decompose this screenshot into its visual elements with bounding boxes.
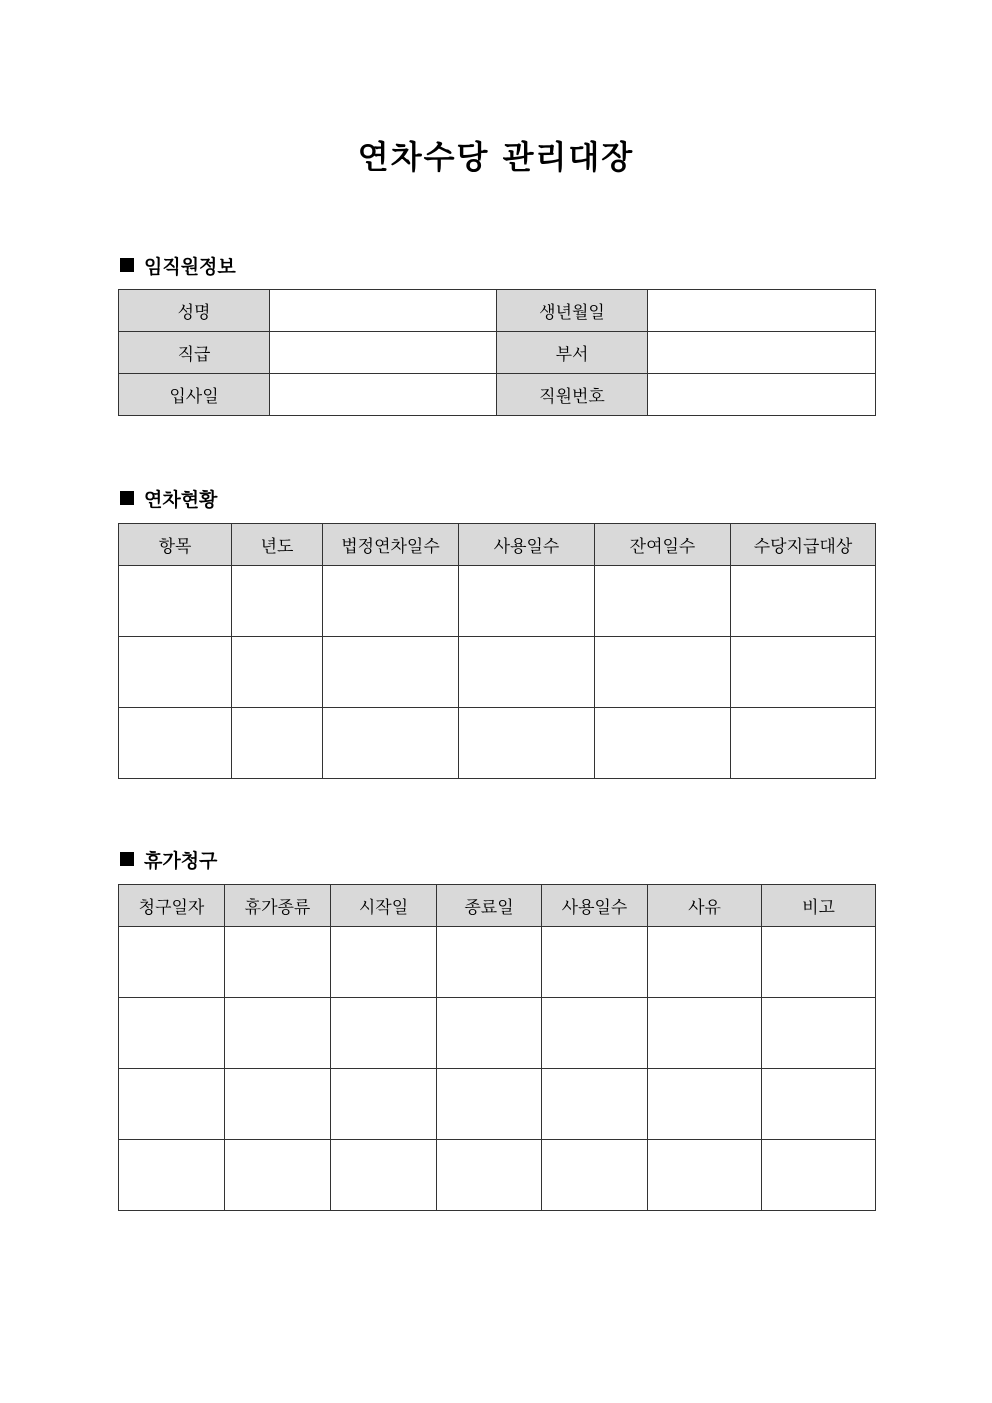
table-row bbox=[119, 708, 876, 779]
column-header: 법정연차일수 bbox=[323, 524, 459, 566]
table-cell[interactable] bbox=[459, 708, 595, 779]
column-header: 수당지급대상 bbox=[731, 524, 876, 566]
table-cell[interactable] bbox=[762, 1140, 876, 1211]
table-row bbox=[119, 1140, 876, 1211]
table-row bbox=[119, 927, 876, 998]
table-cell[interactable] bbox=[323, 566, 459, 637]
employee-number-field[interactable] bbox=[648, 374, 876, 416]
column-header: 사유 bbox=[648, 885, 762, 927]
table-cell[interactable] bbox=[225, 1069, 331, 1140]
column-header: 사용일수 bbox=[542, 885, 648, 927]
employee-number-label: 직원번호 bbox=[497, 374, 648, 416]
table-cell[interactable] bbox=[459, 566, 595, 637]
square-bullet-icon bbox=[120, 258, 134, 272]
square-bullet-icon bbox=[120, 491, 134, 505]
hire-date-label: 입사일 bbox=[119, 374, 270, 416]
table-cell[interactable] bbox=[119, 998, 225, 1069]
table-cell[interactable] bbox=[595, 708, 731, 779]
table-cell[interactable] bbox=[225, 1140, 331, 1211]
table-cell[interactable] bbox=[331, 1069, 437, 1140]
table-row bbox=[119, 566, 876, 637]
table-row bbox=[119, 1069, 876, 1140]
table-cell[interactable] bbox=[731, 637, 876, 708]
hire-date-field[interactable] bbox=[270, 374, 497, 416]
table-header-row bbox=[119, 885, 876, 927]
table-cell[interactable] bbox=[437, 998, 542, 1069]
table-cell[interactable] bbox=[648, 927, 762, 998]
table-cell[interactable] bbox=[437, 1140, 542, 1211]
table-cell[interactable] bbox=[232, 708, 323, 779]
table-cell[interactable] bbox=[542, 998, 648, 1069]
square-bullet-icon bbox=[120, 852, 134, 866]
column-header: 휴가종류 bbox=[225, 885, 331, 927]
table-cell[interactable] bbox=[331, 1140, 437, 1211]
table-cell[interactable] bbox=[232, 637, 323, 708]
table-cell[interactable] bbox=[119, 927, 225, 998]
table-cell[interactable] bbox=[437, 927, 542, 998]
leave-request-table bbox=[118, 884, 876, 1211]
name-label: 성명 bbox=[119, 290, 270, 332]
section-heading-employee-info bbox=[120, 252, 236, 278]
table-cell[interactable] bbox=[648, 1069, 762, 1140]
column-header: 잔여일수 bbox=[595, 524, 731, 566]
column-header: 항목 bbox=[119, 524, 232, 566]
table-cell[interactable] bbox=[731, 566, 876, 637]
column-header: 종료일 bbox=[437, 885, 542, 927]
table-cell[interactable] bbox=[119, 708, 232, 779]
table-cell[interactable] bbox=[542, 1140, 648, 1211]
column-header: 사용일수 bbox=[459, 524, 595, 566]
table-cell[interactable] bbox=[648, 1140, 762, 1211]
department-label: 부서 bbox=[497, 332, 648, 374]
table-cell[interactable] bbox=[119, 1069, 225, 1140]
table-cell[interactable] bbox=[762, 1069, 876, 1140]
department-field[interactable] bbox=[648, 332, 876, 374]
table-header-row bbox=[119, 524, 876, 566]
table-cell[interactable] bbox=[119, 637, 232, 708]
table-row bbox=[119, 374, 876, 416]
page-title: 연차수당 관리대장 bbox=[357, 138, 635, 176]
table-cell[interactable] bbox=[542, 1069, 648, 1140]
table-cell[interactable] bbox=[119, 1140, 225, 1211]
annual-leave-table bbox=[118, 523, 876, 779]
position-label: 직급 bbox=[119, 332, 270, 374]
employee-info-table bbox=[118, 289, 876, 416]
table-cell[interactable] bbox=[731, 708, 876, 779]
table-cell[interactable] bbox=[437, 1069, 542, 1140]
table-row bbox=[119, 998, 876, 1069]
table-cell[interactable] bbox=[542, 927, 648, 998]
table-cell[interactable] bbox=[323, 637, 459, 708]
position-field[interactable] bbox=[270, 332, 497, 374]
table-cell[interactable] bbox=[331, 998, 437, 1069]
table-row bbox=[119, 637, 876, 708]
birthdate-label: 생년월일 bbox=[497, 290, 648, 332]
column-header: 청구일자 bbox=[119, 885, 225, 927]
table-cell[interactable] bbox=[459, 637, 595, 708]
table-cell[interactable] bbox=[225, 998, 331, 1069]
birthdate-field[interactable] bbox=[648, 290, 876, 332]
section-heading-leave-request bbox=[120, 846, 217, 872]
table-cell[interactable] bbox=[232, 566, 323, 637]
column-header: 년도 bbox=[232, 524, 323, 566]
table-row bbox=[119, 332, 876, 374]
table-cell[interactable] bbox=[595, 637, 731, 708]
table-cell[interactable] bbox=[762, 998, 876, 1069]
name-field[interactable] bbox=[270, 290, 497, 332]
table-cell[interactable] bbox=[323, 708, 459, 779]
table-cell[interactable] bbox=[331, 927, 437, 998]
column-header: 비고 bbox=[762, 885, 876, 927]
table-cell[interactable] bbox=[225, 927, 331, 998]
section-heading-label: 임직원정보 bbox=[144, 255, 236, 278]
section-heading-label: 휴가청구 bbox=[144, 849, 218, 872]
section-heading-label: 연차현황 bbox=[144, 488, 218, 511]
column-header: 시작일 bbox=[331, 885, 437, 927]
table-cell[interactable] bbox=[119, 566, 232, 637]
table-cell[interactable] bbox=[648, 998, 762, 1069]
table-cell[interactable] bbox=[762, 927, 876, 998]
section-heading-annual-leave bbox=[120, 485, 217, 511]
table-cell[interactable] bbox=[595, 566, 731, 637]
table-row bbox=[119, 290, 876, 332]
